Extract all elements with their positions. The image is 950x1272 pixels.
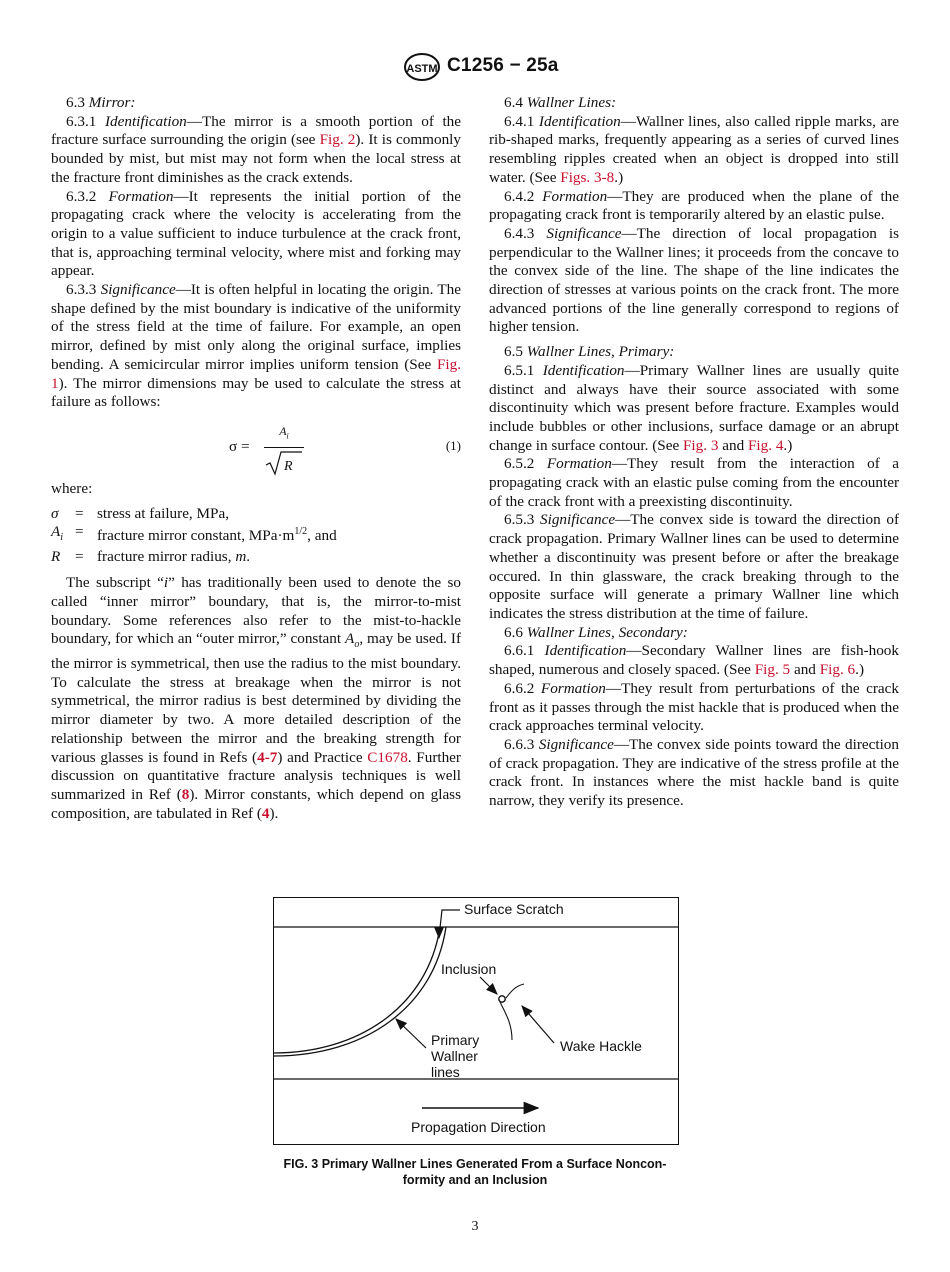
section-6-6-1: 6.6.1 Identification—Secondary Wallner lines are fish-hook shaped, numerous and closely spaced. (See Fig. 5 and Fig. 6.) bbox=[489, 642, 899, 679]
page-number: 3 bbox=[471, 1219, 479, 1234]
svg-text:ASTM: ASTM bbox=[406, 63, 438, 75]
left-column bbox=[51, 94, 461, 823]
fig-1-link[interactable]: Fig. 1 bbox=[51, 355, 461, 392]
label-propagation-direction: Propagation Direction bbox=[411, 1119, 546, 1135]
scratch-notch bbox=[434, 927, 444, 939]
figure-3-diagram bbox=[274, 898, 678, 1144]
figure-3 bbox=[273, 897, 679, 1145]
label-wake-hackle: Wake Hackle bbox=[560, 1038, 642, 1054]
figure-3-caption: FIG. 3 Primary Wallner Lines Generated From a Surface Noncon- formity and an Inclusion bbox=[283, 1157, 667, 1187]
ref-4-7-link[interactable]: 4-7 bbox=[257, 748, 278, 766]
section-6-5-1: 6.5.1 Identification—Primary Wallner lines are usually quite distinct and always have their source associated with some discontinuity which was present before fracture. Examples would include bubbles or other inclusions, surface damage or an abrupt change in surface contour. (See Fig. 3 and Fig. 4.) bbox=[489, 361, 900, 454]
primary-leader bbox=[396, 1019, 426, 1048]
c1678-link[interactable]: C1678 bbox=[367, 748, 408, 766]
wake-hackle-line-2 bbox=[500, 1002, 512, 1040]
ref-4-link[interactable]: 4 bbox=[261, 804, 270, 822]
equation-1: σ = $\frac{A_i}{R}$ (1) bbox=[229, 423, 461, 475]
label-inclusion: Inclusion bbox=[441, 961, 497, 977]
label-surface-scratch: Surface Scratch bbox=[464, 901, 564, 917]
equation-number: (1) bbox=[445, 437, 461, 453]
definitions bbox=[51, 505, 461, 567]
fig-6-link[interactable]: Fig. 6 bbox=[819, 661, 856, 679]
section-6-6-heading: 6.6 Wallner Lines, Secondary: bbox=[504, 623, 688, 641]
section-6-6-2: 6.6.2 Formation—They result from perturbations of the crack front as it passes through the mist hackle that is produced when the crack approaches terminal velocity. bbox=[489, 679, 900, 735]
section-6-4-2: 6.4.2 Formation—They are produced when the plane of the propagating crack front is temporarily altered by an elastic pulse. bbox=[489, 187, 899, 224]
wallner-line-inner bbox=[274, 927, 440, 1053]
section-6-3-3: 6.3.3 Significance—It is often helpful in locating the origin. The shape defined by the mist boundary is indicative of the uniformity of the stress field at the time of failure. For example, an open mirror, defined by mist only along the original surface, implies bending. A semicircular mirror implies uniform tension (See Fig. 1). The mirror dimensions may be used to calculate the stress at failure as follows: bbox=[51, 281, 461, 411]
def-ai: $A_i$ = fracture mirror constant, $MPa\cdot m^{1/2}$, and bbox=[51, 523, 337, 545]
section-6-5-3: 6.5.3 Significance—The convex side is toward the direction of crack propagation. Primary Wallner lines can be used to determine whether a discontinuity was present before or after the breakage occured. In thin glassware, the crack breaking through to the opposite surface will generate a primary Wallner line which indicates the stress distribution at the time of failure. bbox=[489, 511, 900, 622]
label-primary-wallner: Primary Wallner lines bbox=[431, 1032, 480, 1080]
figs-3-8-link[interactable]: Figs. 3-8 bbox=[560, 168, 615, 186]
section-6-6-3: 6.6.3 Significance—The convex side points toward the direction of crack propagation. They are indicative of the stress profile at the crack front. In instances where the mist hackle band is quite narrow, they verify its presence. bbox=[489, 735, 899, 810]
def-sigma: σ = stress at failure, MPa, bbox=[51, 504, 230, 522]
wake-hackle-line-1 bbox=[506, 984, 524, 998]
wallner-line-outer bbox=[274, 927, 446, 1056]
document-id: C1256 − 25a bbox=[447, 55, 559, 76]
section-6-5-heading: 6.5 Wallner Lines, Primary: bbox=[504, 343, 675, 361]
fig-2-link[interactable]: Fig. 2 bbox=[319, 131, 356, 149]
wake-hackle-leader bbox=[522, 1006, 554, 1043]
eq-denominator: R bbox=[284, 459, 293, 475]
fig-3-link[interactable]: Fig. 3 bbox=[682, 436, 719, 454]
astm-logo bbox=[402, 52, 442, 82]
right-column bbox=[489, 94, 899, 811]
ref-8-link[interactable]: 8 bbox=[181, 785, 190, 803]
inclusion-leader bbox=[480, 977, 497, 994]
section-6-5-2: 6.5.2 Formation—They result from the interaction of a propagating crack with an elastic pulse coming from the encounter of the crack front with a preexisting discontinuity. bbox=[489, 455, 900, 510]
section-6-4-3: 6.4.3 Significance—The direction of local propagation is perpendicular to the Wallner lines; it proceeds from the concave to the convex side of the line. The shape of the line indicates the direction of stresses at various points on the crack front. The more advanced portions of the line generally correspond to regions of higher tension. bbox=[489, 224, 900, 336]
page-header bbox=[0, 52, 950, 86]
fig-4-link[interactable]: Fig. 4 bbox=[747, 436, 784, 454]
def-r: R = fracture mirror radius, m. bbox=[51, 547, 251, 565]
fig-5-link[interactable]: Fig. 5 bbox=[754, 661, 791, 679]
section-6-4-heading: 6.4 Wallner Lines: bbox=[504, 94, 617, 111]
section-6-3-heading: 6.3 Mirror: bbox=[66, 94, 136, 111]
section-6-3-1: 6.3.1 Identification—The mirror is a smooth portion of the fracture surface surrounding the origin (see Fig. 2). It is commonly bounded by mist, but mist may not form when the local stress at the fracture front diminishes as the crack extends. bbox=[51, 112, 462, 186]
scratch-leader bbox=[440, 910, 460, 928]
section-6-3-2: 6.3.2 Formation—It represents the initial portion of the propagating crack where the velocity is accelerating from the origin to a value sufficient to induce turbulence at the crack front, that is, approaching terminal velocity, where mist and forking may appear. bbox=[51, 187, 461, 280]
mirror-paragraph: The subscript “i” has traditionally been used to denote the so called “inner mirror” boundary, that is, the mirror-to-mist boundary. Some references also refer to the mist-to-hackle boundary, for which an “outer mirror,” constant $A_o$, may be used. If the mirror is symmetrical, then use the radius to the mist boundary. To calculate the stress at breakage when the mirror is not symmetrical, the mirror radius is best determined by dividing the mirror diameter by two. A more detailed description of the relationship between the mirror and the breaking strength for various glasses is found in Refs (4-7) and Practice C1678. Further discussion on quantitative fracture analysis techniques is well summarized in Ref (8). Mirror constants, which depend on glass composition, are tabulated in Ref (4). bbox=[51, 574, 462, 822]
where-label: where: bbox=[51, 479, 93, 497]
inclusion-dot bbox=[499, 996, 505, 1002]
section-6-4-1: 6.4.1 Identification—Wallner lines, also called ripple marks, are rib-shaped marks, frequently appearing as a series of curved lines resembling ripples created when an object is dropped into still water. (See Figs. 3-8.) bbox=[489, 112, 899, 186]
